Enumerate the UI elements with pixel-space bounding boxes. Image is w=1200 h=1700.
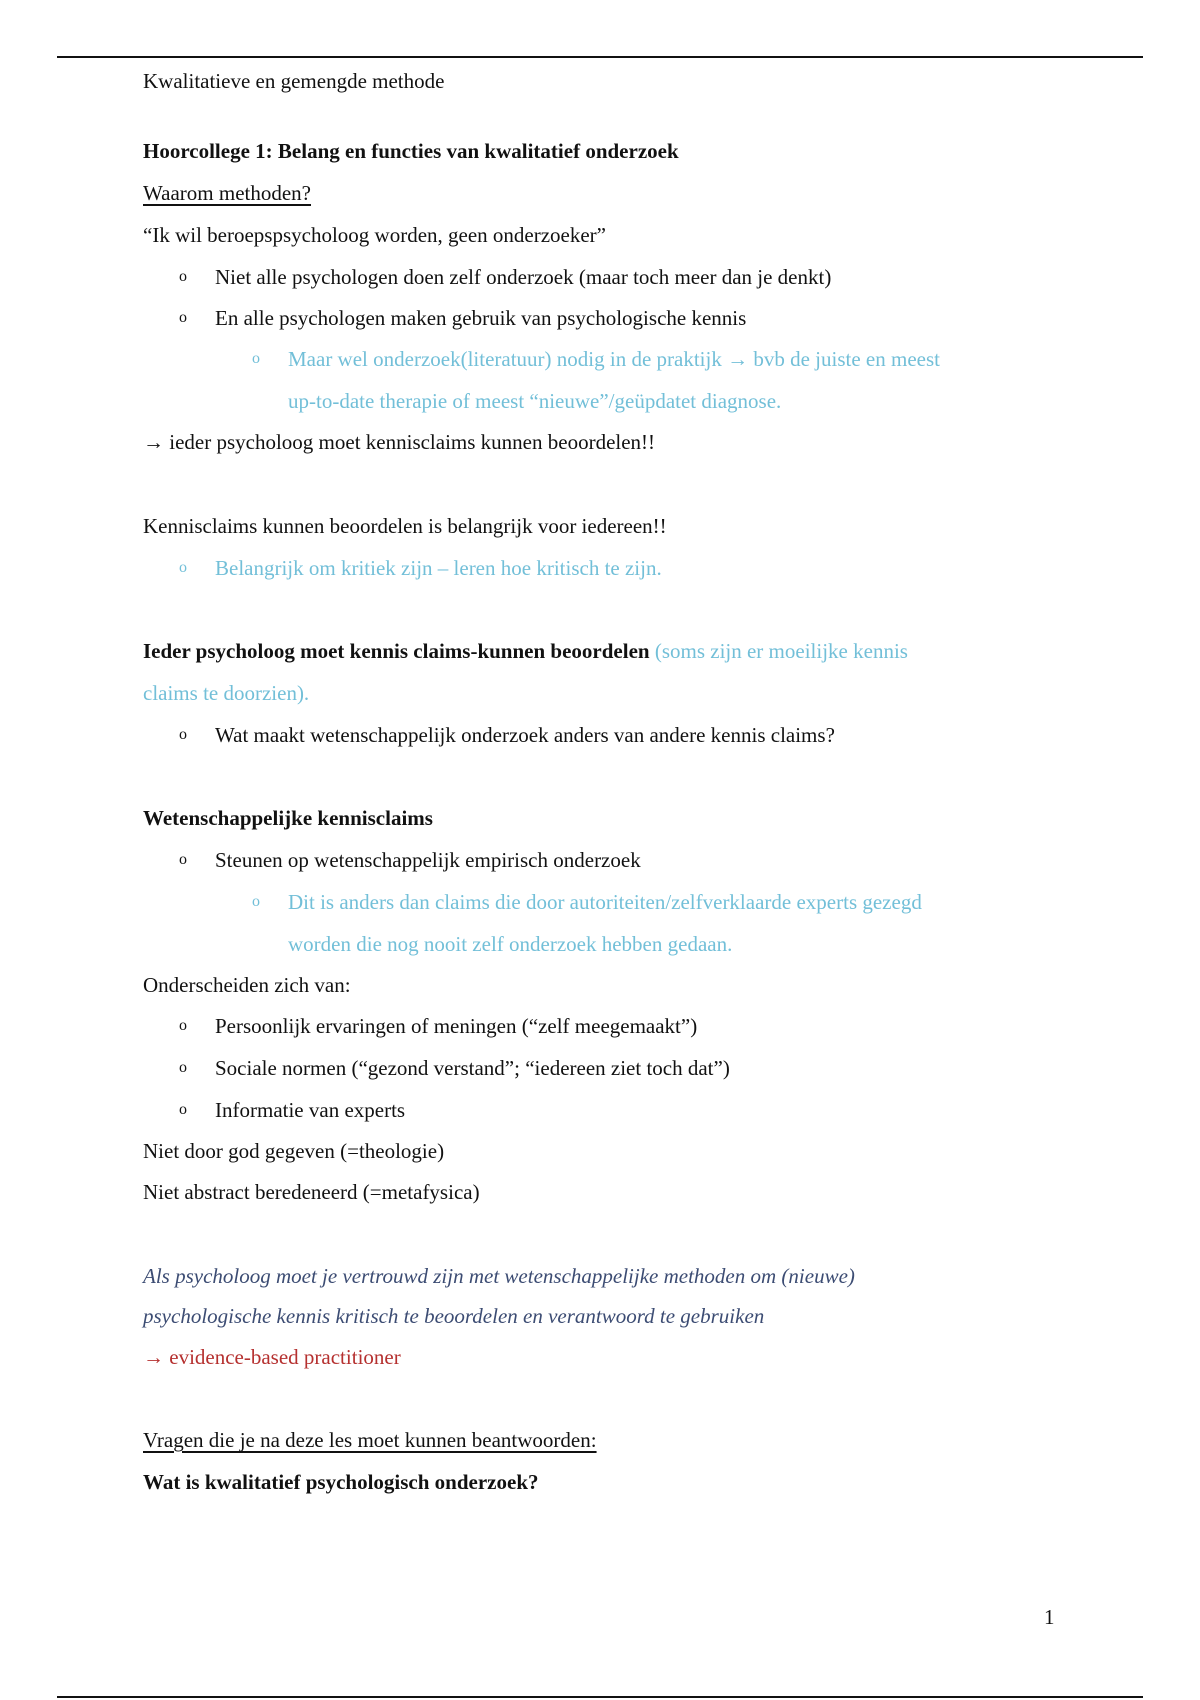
metafysica-line: Niet abstract beredeneerd (=metafysica) (143, 1180, 480, 1204)
list-item: Sociale normen (“gezond verstand”; “iedereen ziet toch dat”) (215, 1056, 730, 1080)
onderscheiden-line: Onderscheiden zich van: (143, 973, 351, 997)
bullet-kritiek: Belangrijk om kritiek zijn – leren hoe kritisch te zijn. (215, 556, 662, 580)
sub-bullet-autoriteiten-line2: worden die nog nooit zelf onderzoek hebben gedaan. (288, 932, 733, 956)
bullet-niet-alle: Niet alle psychologen doen zelf onderzoek (maar toch meer dan je denkt) (215, 265, 832, 289)
sub-bullet-autoriteiten-line1: Dit is anders dan claims die door autoriteiten/zelfverklaarde experts gezegd (288, 890, 922, 914)
bullet-marker: o (179, 1101, 187, 1118)
bullet-marker: o (179, 851, 187, 868)
document-header: Kwalitatieve en gemengde methode (143, 69, 445, 93)
sub-bullet-onderzoek-line1: Maar wel onderzoek(literatuur) nodig in de praktijk → bvb de juiste en meest (288, 347, 940, 371)
list-item: Persoonlijk ervaringen of meningen (“zelf meegemaakt”) (215, 1014, 698, 1038)
bullet-marker: o (179, 1059, 187, 1076)
bullet-steunen: Steunen op wetenschappelijk empirisch onderzoek (215, 848, 641, 872)
theologie-line: Niet door god gegeven (=theologie) (143, 1139, 445, 1163)
bullet-marker: o (179, 726, 187, 743)
ieder-psycholoog-note: (soms zijn er moeilijke kennis (649, 639, 908, 663)
bottom-rule (57, 1696, 1143, 1698)
quote-line: “Ik wil beroepspsycholoog worden, geen onderzoeker” (143, 223, 606, 247)
questions-heading: Vragen die je na deze les moet kunnen beantwoorden: (143, 1428, 597, 1452)
question-line: Wat is kwalitatief psychologisch onderzoek? (143, 1470, 539, 1494)
section-heading-wetenschappelijk: Wetenschappelijke kennisclaims (143, 806, 433, 830)
list-item: Informatie van experts (215, 1098, 406, 1122)
kennisclaims-line: Kennisclaims kunnen beoordelen is belangrijk voor iedereen!! (143, 514, 667, 538)
bullet-marker: o (179, 559, 187, 576)
ieder-psycholoog-bold: Ieder psycholoog moet kennis claims-kunnen beoordelen (143, 639, 650, 663)
section-heading-waarom: Waarom methoden? (143, 181, 311, 205)
bullet-marker: o (179, 268, 187, 285)
ieder-psycholoog-line1 (143, 636, 908, 666)
bullet-marker: o (179, 1017, 187, 1034)
bullet-wat-maakt: Wat maakt wetenschappelijk onderzoek anders van andere kennis claims? (215, 723, 835, 747)
bullet-en-alle: En alle psychologen maken gebruik van psychologische kennis (215, 306, 747, 330)
bullet-marker: o (179, 309, 187, 326)
sub-bullet-onderzoek-line2: up-to-date therapie of meest “nieuwe”/geüpdatet diagnose. (288, 389, 782, 413)
evidence-based-line: → evidence-based practitioner (143, 1345, 401, 1369)
lecture-title: Hoorcollege 1: Belang en functies van kwalitatief onderzoek (143, 139, 679, 163)
top-rule (57, 56, 1143, 58)
italic-statement-line1: Als psycholoog moet je vertrouwd zijn met wetenschappelijke methoden om (nieuwe) (143, 1264, 855, 1288)
conclusion-line: → ieder psycholoog moet kennisclaims kunnen beoordelen!! (143, 430, 656, 454)
sub-bullet-marker: o (252, 350, 260, 367)
ieder-psycholoog-line2: claims te doorzien). (143, 681, 310, 705)
page-number: 1 (1044, 1605, 1055, 1629)
sub-bullet-marker: o (252, 893, 260, 910)
italic-statement-line2: psychologische kennis kritisch te beoordelen en verantwoord te gebruiken (143, 1304, 765, 1328)
